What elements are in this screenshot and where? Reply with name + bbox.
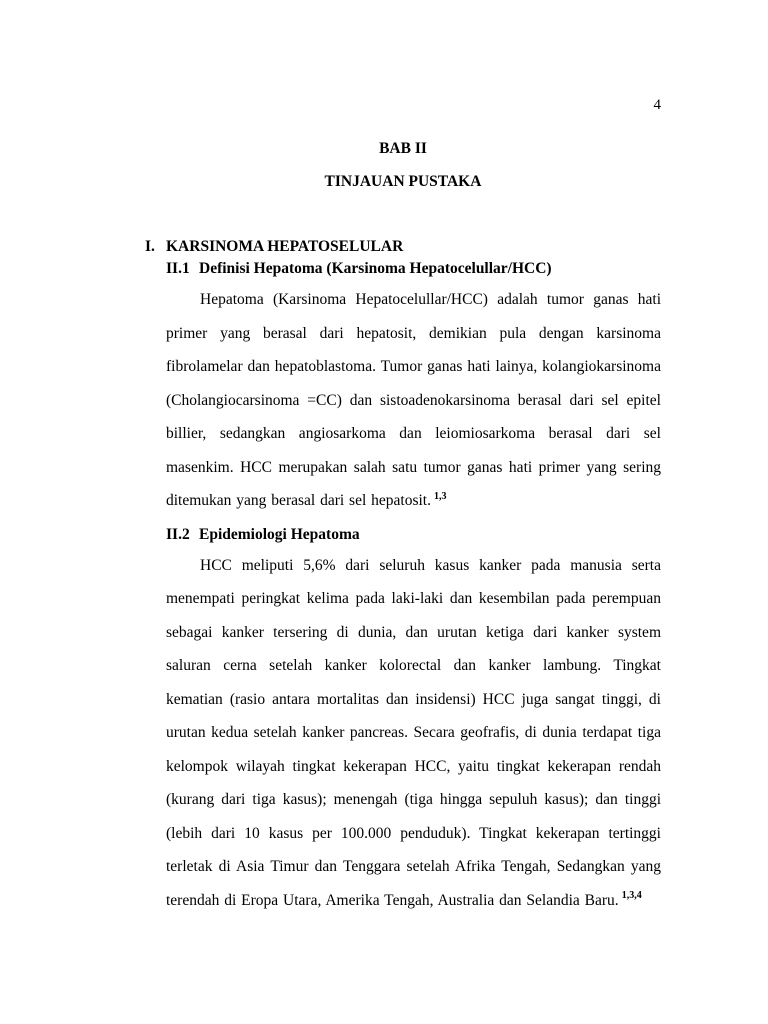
chapter-subtitle: TINJAUAN PUSTAKA bbox=[324, 173, 482, 190]
subsection-definisi-number: II.1 bbox=[166, 260, 190, 277]
section-heading-number: I. bbox=[145, 238, 155, 255]
section-heading-text: KARSINOMA HEPATOSELULAR bbox=[166, 238, 404, 255]
subsection-heading-epidemiologi bbox=[166, 525, 661, 544]
citation-superscript-epidemiologi: 1,3,4 bbox=[621, 890, 642, 902]
subsection-definisi-text: Definisi Hepatoma (Karsinoma Hepatocelullar/HCC) bbox=[199, 260, 552, 277]
paragraph-definisi-text: Hepatoma (Karsinoma Hepatocelullar/HCC) adalah tumor ganas hati primer yang berasal dari hepatosit, demikian pula dengan karsinoma fibrolamelar dan hepatoblastoma. Tumor ganas hati lainya, kolangiokarsinoma (Cholangiocarsinoma =CC) dan sistoadenokarsinoma berasal dari sel epitel billier, sedangkan angiosarkoma dan leiomiosarkoma berasal dari sel masenkim. HCC merupakan salah satu tumor ganas hati primer yang sering ditemukan yang berasal dari sel hepatosit. bbox=[166, 291, 661, 509]
paragraph-epidemiologi bbox=[166, 549, 661, 918]
section-heading bbox=[145, 237, 661, 256]
page-number: 4 bbox=[653, 97, 661, 113]
citation-superscript-definisi: 1,3 bbox=[433, 490, 447, 502]
paragraph-definisi bbox=[166, 283, 661, 518]
subsection-epidemiologi-text: Epidemiologi Hepatoma bbox=[199, 525, 360, 543]
paragraph-epidemiologi-text: HCC meliputi 5,6% dari seluruh kasus kanker pada manusia serta menempati peringkat kelima pada laki-laki dan kesembilan pada perempuan sebagai kanker tersering di dunia, dan urutan ketiga dari kanker system saluran cerna setelah kanker kolorectal dan kanker lambung. Tingkat kematian (rasio antara mortalitas dan insidensi) HCC juga sangat tinggi, di urutan kedua setelah kanker pancreas. Secara geofrafis, di dunia terdapat tiga kelompok wilayah tingkat kekerapan HCC, yaitu tingkat kekerapan rendah (kurang dari tiga kasus); menengah (tiga hingga sepuluh kasus); dan tinggi (lebih dari 10 kasus per 100.000 penduduk). Tingkat kekerapan tertinggi terletak di Asia Timur dan Tenggara setelah Afrika Tengah, Sedangkan yang terendah di Eropa Utara, Amerika Tengah, Australia dan Selandia Baru. bbox=[166, 556, 661, 909]
chapter-title: BAB II bbox=[379, 140, 427, 157]
page-content bbox=[145, 0, 661, 917]
subsection-epidemiologi-number: II.2 bbox=[166, 525, 190, 543]
subsection-heading-definisi bbox=[166, 259, 661, 278]
